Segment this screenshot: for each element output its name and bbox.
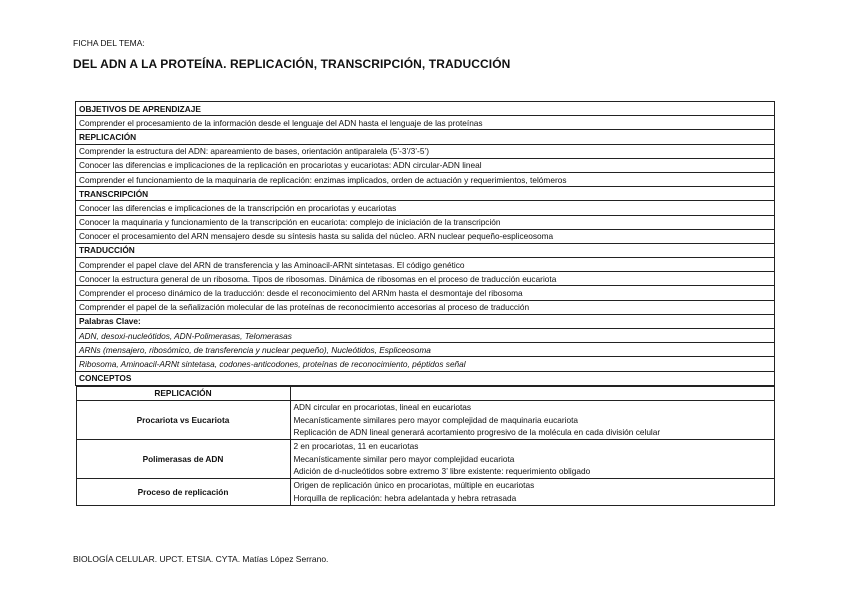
conceptos-subheading: REPLICACIÓN: [76, 386, 290, 400]
objetivos-intro: Comprender el procesamiento de la información desde el lenguaje del ADN hasta el lenguaje de las proteínas: [76, 116, 775, 130]
traduccion-heading: TRADUCCIÓN: [76, 243, 775, 257]
keyword-line: ADN, desoxi-nucleótidos, ADN-Polimerasas, Telomerasas: [76, 329, 775, 343]
concept-detail: [290, 400, 774, 439]
concept-line: Replicación de ADN lineal generará acortamiento progresivo de la molécula en cada división celular: [293, 427, 661, 438]
replicacion-item: Comprender la estructura del ADN: apareamiento de bases, orientación antiparalela (5’-3’/3’-5’): [76, 144, 775, 158]
replicacion-heading: REPLICACIÓN: [76, 130, 775, 144]
ficha-label: FICHA DEL TEMA:: [73, 38, 145, 48]
concept-line: Mecanísticamente similar pero mayor complejidad eucariota: [293, 453, 515, 464]
concept-detail: [290, 479, 774, 505]
footer-credit: BIOLOGÍA CELULAR. UPCT. ETSIA. CYTA. Matías López Serrano.: [73, 554, 329, 564]
concept-line: Horquilla de replicación: hebra adelantada y hebra retrasada: [293, 492, 517, 503]
traduccion-item: Comprender el papel clave del ARN de transferencia y las Aminoacil-ARNt sintetasas. El código genético: [76, 258, 775, 272]
concept-line: Mecanísticamente similares pero mayor complejidad de maquinaria eucariota: [293, 414, 579, 425]
objectives-table: [75, 101, 775, 506]
concept-detail: [290, 440, 774, 479]
replicacion-item: Comprender el funcionamiento de la maquinaria de replicación: enzimas implicados, orden de actuación y requerimientos, telómeros: [76, 172, 775, 186]
concept-line: 2 en procariotas, 11 en eucariotas: [293, 441, 419, 452]
concept-line: ADN circular en procariotas, lineal en eucariotas: [293, 401, 472, 412]
keyword-line: ARNs (mensajero, ribosómico, de transferencia y nuclear pequeño), Nucleótidos, Espliceosoma: [76, 343, 775, 357]
concept-row: [76, 479, 774, 505]
conceptos-table: [76, 386, 775, 506]
concept-row: [76, 400, 774, 439]
concept-row: [76, 440, 774, 479]
traduccion-item: Comprender el proceso dinámico de la traducción: desde el reconocimiento del ARNm hasta el desmontaje del ribosoma: [76, 286, 775, 300]
concept-line: Origen de replicación único en procariotas, múltiple en eucariotas: [293, 480, 535, 491]
concept-line: Adición de d-nucleótidos sobre extremo 3’ libre existente: requerimiento obligado: [293, 466, 591, 477]
replicacion-item: Conocer las diferencias e implicaciones de la replicación en procariotas y eucariotas: ADN circular-ADN lineal: [76, 158, 775, 172]
conceptos-container: [76, 385, 775, 505]
conceptos-subheading-blank: [290, 386, 774, 400]
concept-label: Polimerasas de ADN: [76, 440, 290, 479]
conceptos-heading: CONCEPTOS: [76, 371, 775, 385]
concept-label: Procariota vs Eucariota: [76, 400, 290, 439]
transcripcion-item: Conocer el procesamiento del ARN mensajero desde su síntesis hasta su salida del núcleo. ARN nuclear pequeño-espliceosoma: [76, 229, 775, 243]
palabras-clave-heading: Palabras Clave:: [76, 314, 775, 328]
page-title: DEL ADN A LA PROTEÍNA. REPLICACIÓN, TRANSCRIPCIÓN, TRADUCCIÓN: [73, 57, 511, 71]
concept-label: Proceso de replicación: [76, 479, 290, 505]
traduccion-item: Comprender el papel de la señalización molecular de las proteínas de reconocimiento accesorias al proceso de traducción: [76, 300, 775, 314]
transcripcion-heading: TRANSCRIPCIÓN: [76, 187, 775, 201]
traduccion-item: Conocer la estructura general de un ribosoma. Tipos de ribosomas. Dinámica de ribosomas en el proceso de traducción eucariota: [76, 272, 775, 286]
keyword-line: Ribosoma, Aminoacil-ARNt sintetasa, codones-anticodones, proteínas de reconocimiento, péptidos señal: [76, 357, 775, 371]
transcripcion-item: Conocer las diferencias e implicaciones de la transcripción en procariotas y eucariotas: [76, 201, 775, 215]
objetivos-heading: OBJETIVOS DE APRENDIZAJE: [76, 102, 775, 116]
transcripcion-item: Conocer la maquinaria y funcionamiento de la transcripción en eucariota: complejo de iniciación de la transcripción: [76, 215, 775, 229]
